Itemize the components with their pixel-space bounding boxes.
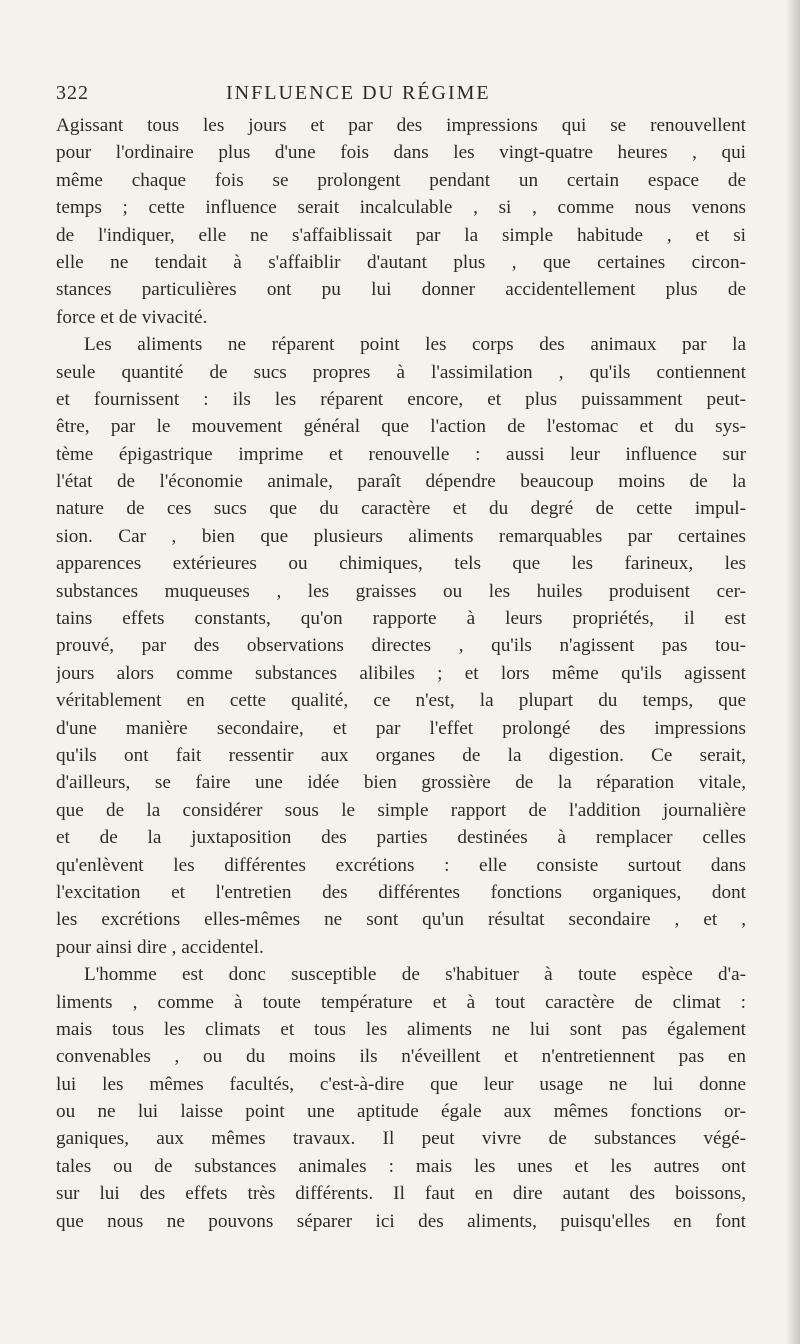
text-line: lui les mêmes facultés, c'est-à-dire que leur usage ne lui donne (56, 1073, 746, 1095)
text-line: ou ne lui laisse point une aptitude égale aux mêmes fonctions or- (56, 1101, 746, 1123)
text-line: d'ailleurs, se faire une idée bien grossière de la réparation vitale, (56, 772, 746, 794)
text-line: apparences extérieures ou chimiques, tels que les farineux, les (56, 553, 746, 575)
text-line: sur lui des effets très différents. Il faut en dire autant des boissons, (56, 1183, 746, 1205)
text-line: même chaque fois se prolongent pendant un certain espace de (56, 169, 746, 191)
text-line: être, par le mouvement général que l'action de l'estomac et du sys- (56, 416, 746, 438)
page-number: 322 (56, 82, 89, 104)
text-line: seule quantité de sucs propres à l'assimilation , qu'ils contiennent (56, 361, 746, 383)
text-line: convenables , ou du moins ils n'éveillent et n'entretiennent pas en (56, 1046, 746, 1068)
text-line: l'excitation et l'entretien des différentes fonctions organiques, dont (56, 881, 746, 903)
text-line: et fournissent : ils les réparent encore, et plus puissamment peut- (56, 388, 746, 410)
text-line: prouvé, par des observations directes , qu'ils n'agissent pas tou- (56, 635, 746, 657)
text-line: jours alors comme substances alibiles ; et lors même qu'ils agissent (56, 662, 746, 684)
text-line: substances muqueuses , les graisses ou les huiles produisent cer- (56, 580, 746, 602)
text-line: et de la juxtaposition des parties destinées à remplacer celles (56, 827, 746, 849)
text-line: tème épigastrique imprime et renouvelle : aussi leur influence sur (56, 443, 746, 465)
text-line: ganiques, aux mêmes travaux. Il peut vivre de substances végé- (56, 1128, 746, 1150)
text-line: Les aliments ne réparent point les corps des animaux par la (84, 334, 746, 356)
text-line: sion. Car , bien que plusieurs aliments remarquables par certaines (56, 525, 746, 547)
text-line: stances particulières ont pu lui donner accidentellement plus de (56, 279, 746, 301)
text-line: mais tous les climats et tous les aliments ne lui sont pas également (56, 1018, 746, 1040)
text-line: force et de vivacité. (56, 306, 208, 328)
text-line: que nous ne pouvons séparer ici des aliments, puisqu'elles en font (56, 1210, 746, 1232)
text-line: qu'ils ont fait ressentir aux organes de la digestion. Ce serait, (56, 744, 746, 766)
page-edge-shadow (786, 0, 800, 1344)
text-line: L'homme est donc susceptible de s'habituer à toute espèce d'a- (84, 964, 746, 986)
text-line: pour l'ordinaire plus d'une fois dans les vingt-quatre heures , qui (56, 142, 746, 164)
text-line: pour ainsi dire , accidentel. (56, 936, 264, 958)
page-header (56, 82, 746, 112)
text-line: de l'indiquer, elle ne s'affaiblissait par la simple habitude , et si (56, 224, 746, 246)
text-line: tales ou de substances animales : mais les unes et les autres ont (56, 1155, 746, 1177)
text-line: d'une manière secondaire, et par l'effet prolongé des impressions (56, 717, 746, 739)
text-line: tains effets constants, qu'on rapporte à leurs propriétés, il est (56, 608, 746, 630)
text-line: nature de ces sucs que du caractère et du degré de cette impul- (56, 498, 746, 520)
text-line: liments , comme à toute température et à tout caractère de climat : (56, 991, 746, 1013)
text-line: les excrétions elles-mêmes ne sont qu'un résultat secondaire , et , (56, 909, 746, 931)
text-line: véritablement en cette qualité, ce n'est, la plupart du temps, que (56, 690, 746, 712)
text-line: Agissant tous les jours et par des impressions qui se renouvellent (56, 115, 746, 136)
running-title: INFLUENCE DU RÉGIME (226, 82, 491, 104)
text-line: elle ne tendait à s'affaiblir d'autant plus , que certaines circon- (56, 251, 746, 273)
body-text (56, 112, 746, 1235)
text-line: que de la considérer sous le simple rapport de l'addition journalière (56, 799, 746, 821)
text-line: l'état de l'économie animale, paraît dépendre beaucoup moins de la (56, 471, 746, 493)
text-line: temps ; cette influence serait incalculable , si , comme nous venons (56, 197, 746, 219)
text-line: qu'enlèvent les différentes excrétions : elle consiste surtout dans (56, 854, 746, 876)
